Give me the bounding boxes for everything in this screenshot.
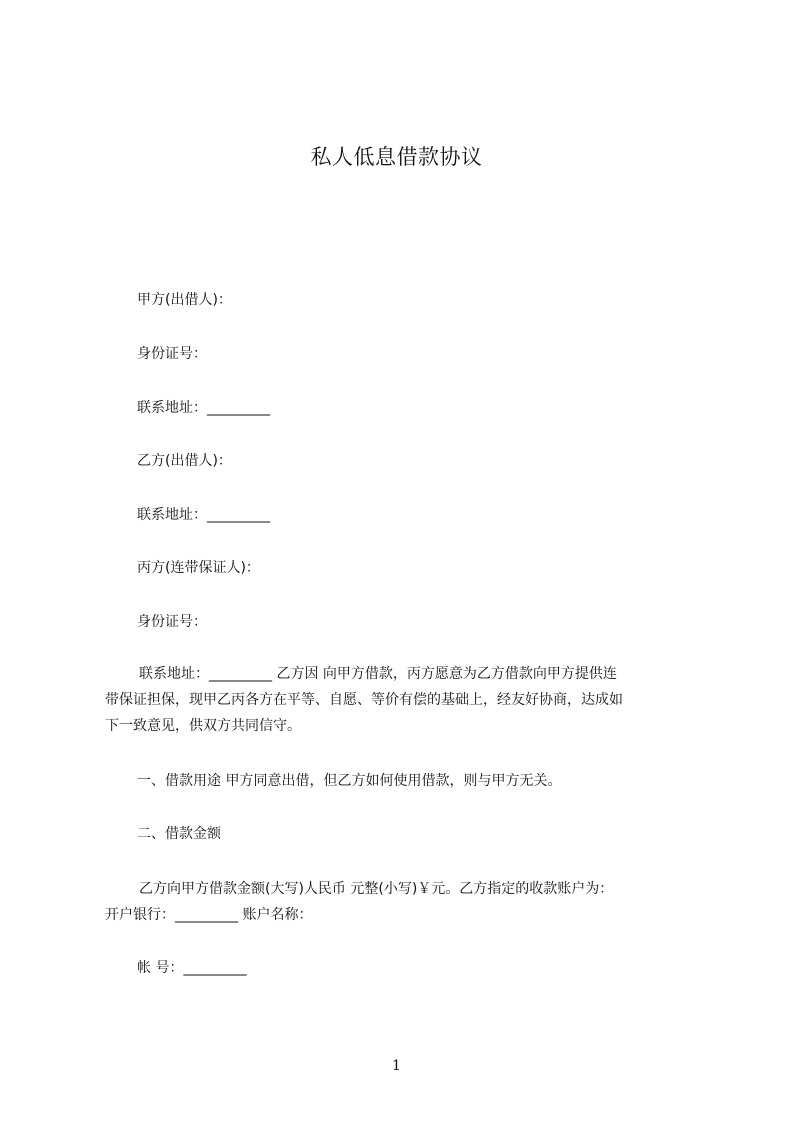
lender-address-line: 联系地址：_________ — [137, 400, 270, 416]
guarantor-id-line: 身份证号： — [137, 614, 207, 630]
intro-paragraph — [105, 661, 715, 739]
section-1-purpose: 一、借款用途 甲方同意出借，但乙方如何使用借款，则与甲方无关。 — [137, 773, 562, 789]
guarantor-line: 丙方(连带保证人)： — [137, 560, 260, 576]
section-2-heading: 二、借款金额 — [137, 826, 221, 842]
borrower-line: 乙方(出借人)： — [137, 453, 232, 469]
intro-line-2: 带保证担保，现甲乙丙各方在平等、自愿、等价有偿的基础上，经友好协商，达成如 — [105, 692, 623, 708]
page-number: 1 — [392, 1058, 401, 1074]
section-2-line-2: 开户银行：_________ 账户名称： — [105, 907, 313, 923]
section-2-line-1: 乙方向甲方借款金额(大写)人民币 元整(小写)￥元。乙方指定的收款账户为： — [139, 881, 614, 897]
lender-id-line: 身份证号： — [137, 346, 207, 362]
document-title: 私人低息借款协议 — [310, 145, 483, 169]
lender-line: 甲方(出借人)： — [137, 292, 232, 308]
intro-line-3: 下一致意见，供双方共同信守。 — [105, 718, 301, 734]
borrower-address-line: 联系地址：_________ — [137, 507, 270, 523]
section-2-paragraph — [105, 876, 715, 928]
account-number-line: 帐 号：_________ — [137, 960, 247, 976]
intro-line-1: 联系地址：_________ 乙方因 向甲方借款，丙方愿意为乙方借款向甲方提供连 — [139, 666, 617, 682]
